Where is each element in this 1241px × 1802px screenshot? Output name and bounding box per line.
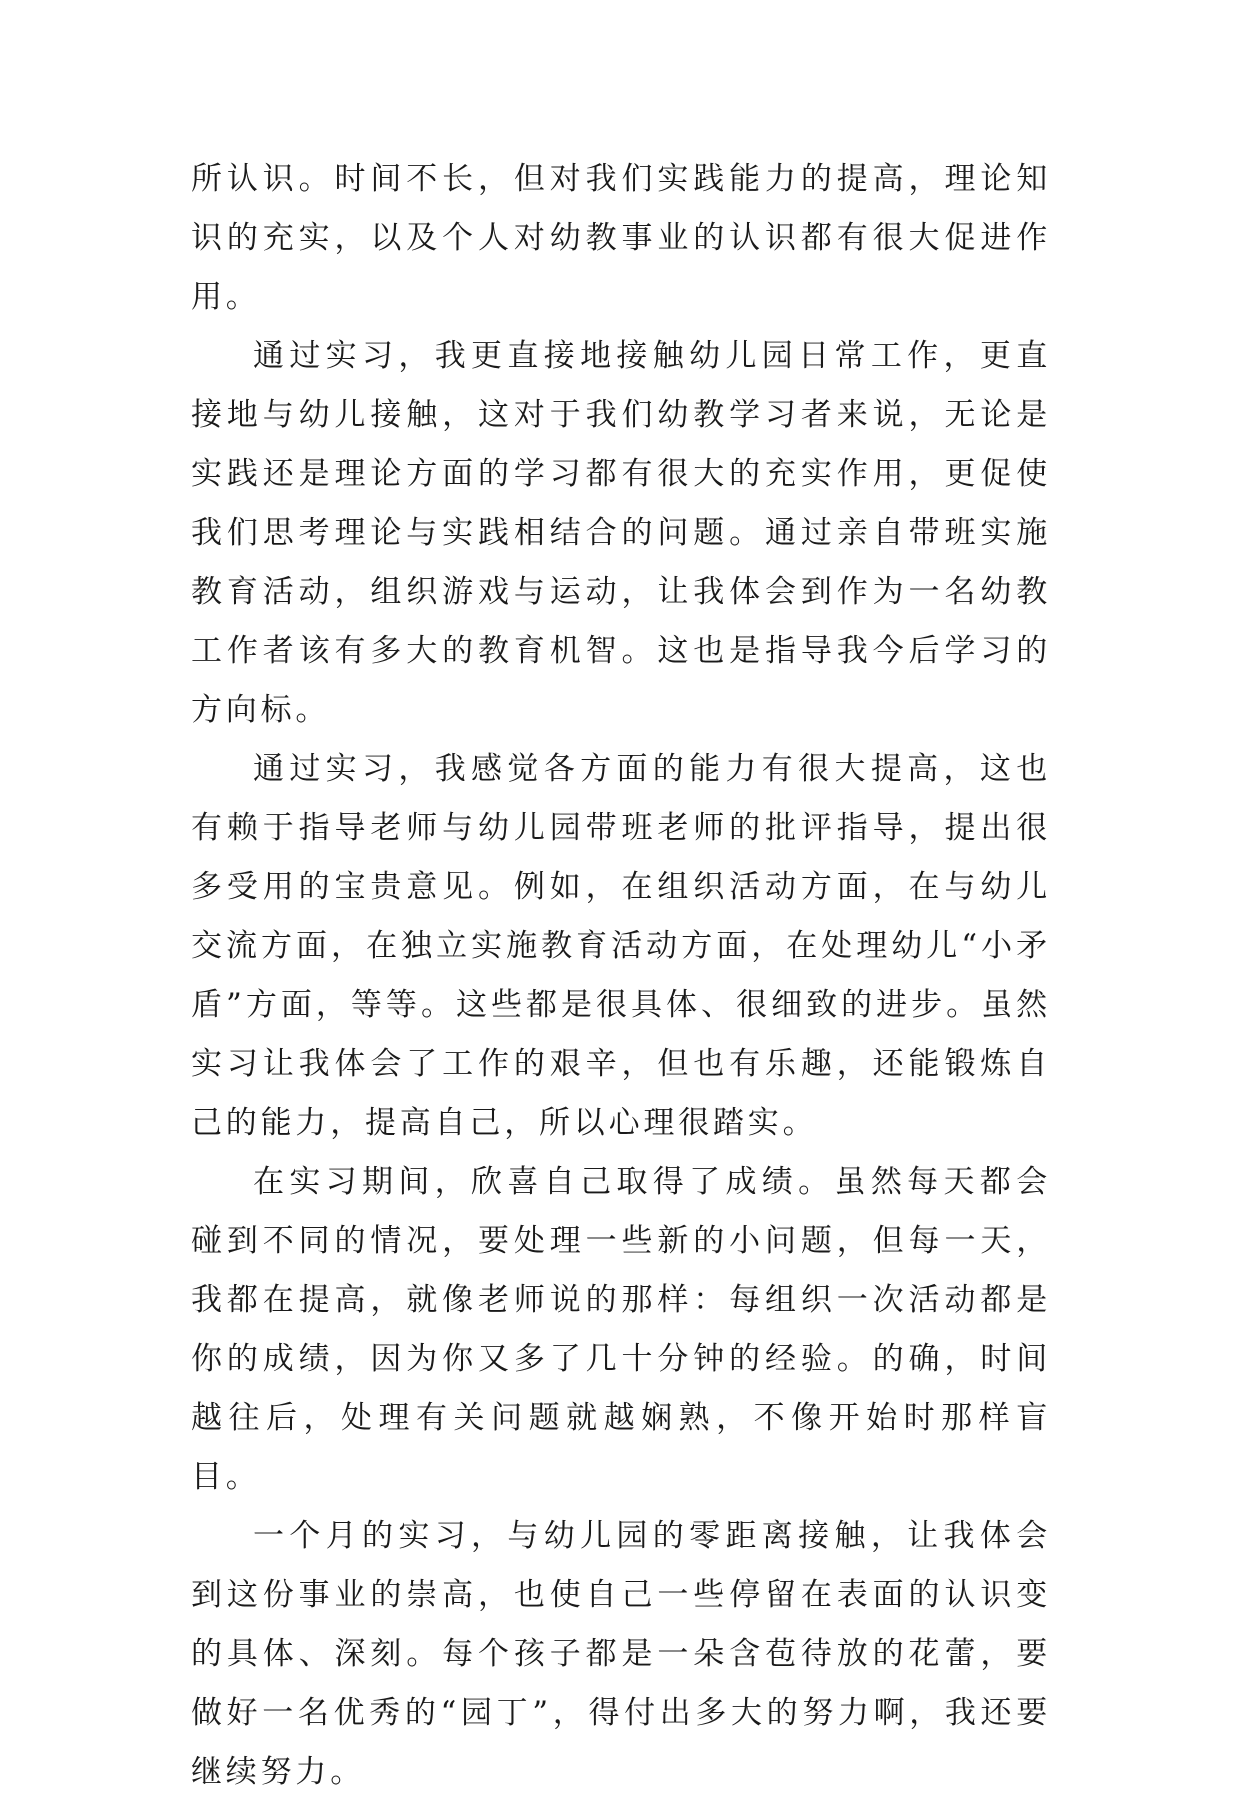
paragraph-5: 一个月的实习，与幼儿园的零距离接触，让我体会到这份事业的崇高，也使自己一些停留在表面的认识变的具体、深刻。每个孩子都是一朵含苞待放的花蕾，要做好一名优秀的“园丁”，得付出多大的努力啊，我还要继续努力。 — [191, 1518, 1051, 1790]
document-body — [191, 150, 1051, 1802]
paragraph-1: 所认识。时间不长，但对我们实践能力的提高，理论知识的充实，以及个人对幼教事业的认识都有很大促进作用。 — [191, 161, 1051, 315]
paragraph-2: 通过实习，我更直接地接触幼儿园日常工作，更直接地与幼儿接触，这对于我们幼教学习者来说，无论是实践还是理论方面的学习都有很大的充实作用，更促使我们思考理论与实践相结合的问题。通过亲自带班实施教育活动，组织游戏与运动，让我体会到作为一名幼教工作者该有多大的教育机智。这也是指导我今后学习的方向标。 — [191, 338, 1051, 728]
paragraph-4: 在实习期间，欣喜自己取得了成绩。虽然每天都会碰到不同的情况，要处理一些新的小问题，但每一天，我都在提高，就像老师说的那样：每组织一次活动都是你的成绩，因为你又多了几十分钟的经验。的确，时间越往后，处理有关问题就越娴熟，不像开始时那样盲目。 — [191, 1164, 1051, 1495]
paragraph-3: 通过实习，我感觉各方面的能力有很大提高，这也有赖于指导老师与幼儿园带班老师的批评指导，提出很多受用的宝贵意见。例如，在组织活动方面，在与幼儿交流方面，在独立实施教育活动方面，在处理幼儿“小矛盾”方面，等等。这些都是很具体、很细致的进步。虽然实习让我体会了工作的艰辛，但也有乐趣，还能锻炼自己的能力，提高自己，所以心理很踏实。 — [191, 751, 1051, 1141]
